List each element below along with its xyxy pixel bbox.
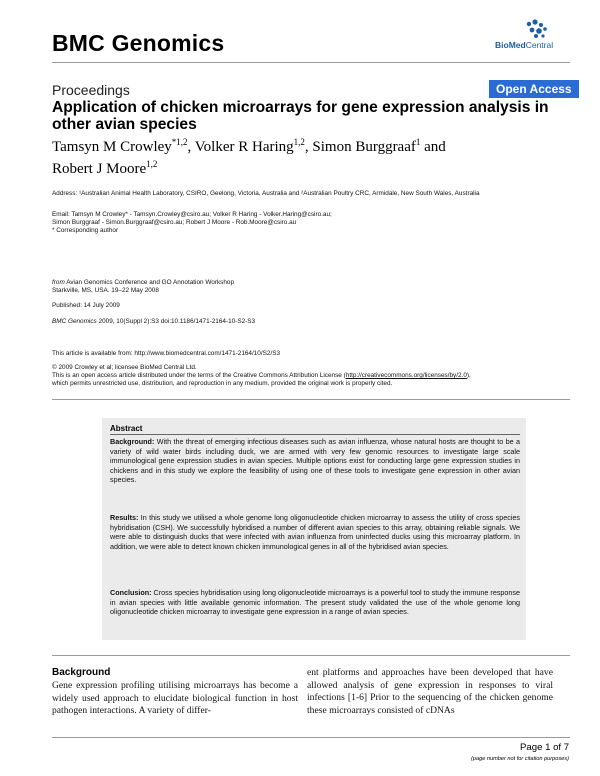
license-link[interactable]: http://creativecommons.org/licenses/by/2.0 <box>345 372 467 380</box>
abstract-background: Background: With the threat of emerging infectious diseases such as avian influenza, whose natural hosts are thought to be a variety of wild water birds including duck, we are armed with very few genomic resources to investigate large scale immunological gene expression studies in avian species. Multiple options exist for conducting large gene expression studies in chickens and in this study we explore the feasibility of using one of these tools to investigate gene expression in other avian species. <box>110 437 520 485</box>
published-date: Published: 14 July 2009 <box>52 302 120 309</box>
logo-mark-icon <box>495 18 565 42</box>
article-url[interactable]: This article is available from: http://www.biomedcentral.com/1471-2164/10/S2/S3 <box>52 350 281 357</box>
author-affiliation: 1,2 <box>146 159 158 169</box>
background-heading: Background <box>52 667 111 678</box>
email-line[interactable]: Simon Burggraaf - Simon.Burggraaf@csiro.au; Robert J Moore - Rob.Moore@csiro.au <box>52 219 297 227</box>
conference-info: from Avian Genomics Conference and GO Annotation Workshop Starkville, MS, USA. 19–22 May 2008 <box>52 279 235 295</box>
author-affiliation: *1,2 <box>171 137 188 147</box>
abstract-results: Results: In this study we utilised a whole genome long oligonucleotide chicken microarray to assess the utility of cross species hybridisation (CSH). We successfully hybridised a number of different avian species to this array, obtaining reliable signals. We were able to distinguish ducks that were infected with avian influenza from uninfected ducks using this microarray platform. In addition, we were able to detect known chicken immunological genes in all of the hybridised avian species. <box>110 513 520 551</box>
abstract-heading: Abstract <box>110 424 143 433</box>
page-number: Page 1 of 7 <box>520 742 570 753</box>
logo-wordmark: BioMedCentral <box>495 40 554 50</box>
author-affiliation: 1 <box>415 137 421 147</box>
author-emails <box>52 211 570 236</box>
corresponding-author-note: * Corresponding author <box>52 227 119 235</box>
body-column-left: Gene expression profiling utilising microarrays has become a widely used approach to elucidate biological function in host pathogen interactions. A variety of differ- <box>52 680 298 717</box>
abstract-rule <box>110 434 520 435</box>
section-rule <box>52 399 570 400</box>
body-column-right: ent platforms and approaches have been developed that have allowed analysis of gene expression in responses to viral infections [1-6] Prior to the sequencing of the chicken genome these microarrays consisted of cDNAs <box>307 667 553 716</box>
title-line: Application of chicken microarrays for gene expression analysis in <box>52 99 549 116</box>
journal-title: BMC Genomics <box>52 30 225 56</box>
section-type: Proceedings <box>52 82 130 98</box>
affiliation-address: Address: ¹Australian Animal Health Laboratory, CSIRO, Geelong, Victoria, Australia and ²Australian Poultry CRC, Armidale, New South Wales, Australia <box>52 190 480 197</box>
copyright-notice: © 2009 Crowley et al; licensee BioMed Central Ltd. This is an open access article distributed under the terms of the Creative Commons Attribution License (http://creativecommons.org/licenses/by/2.0), which permits unrestricted use, distribution, and reproduction in any medium, provided the original work is properly cited. <box>52 364 471 388</box>
citation-line: BMC Genomics 2009, 10(Suppl 2):S3 doi:10.1186/1471-2164-10-S2-S3 <box>52 318 256 325</box>
author-name[interactable]: Tamsyn M Crowley <box>52 139 172 155</box>
author-name[interactable]: Robert J Moore <box>52 161 147 177</box>
header-rule <box>52 62 570 63</box>
author-name[interactable]: Volker R Haring <box>194 139 294 155</box>
body-rule <box>52 655 570 656</box>
author-name[interactable]: Simon Burggraaf <box>312 139 416 155</box>
open-access-badge[interactable]: Open Access <box>489 80 579 98</box>
email-line[interactable]: Email: Tamsyn M Crowley* - Tamsyn.Crowley@csiro.au; Volker R Haring - Volker.Haring@csiro.au; <box>52 211 332 218</box>
author-affiliation: 1,2 <box>293 137 305 147</box>
page-number-note: (page number not for citation purposes) <box>471 756 569 762</box>
author-list: Tamsyn M Crowley$^{*1,2}$, Volker R Haring$^{1,2}$, Simon Burggraaf$^1$ and Robert J Moore$^{1,2}$ <box>52 137 446 177</box>
article-title <box>52 99 562 133</box>
footer-rule <box>52 737 570 738</box>
abstract-conclusion: Conclusion: Cross species hybridisation using long oligonucleotide microarrays is a powerful tool to study the immune response in avian species with little available genomic information. The present study validated the use of the whole genome long oligonucleotide chicken microarray to investigate gene expression in a range of avian species. <box>110 588 520 617</box>
title-line: other avian species <box>52 116 197 133</box>
biomed-central-logo <box>495 18 565 54</box>
